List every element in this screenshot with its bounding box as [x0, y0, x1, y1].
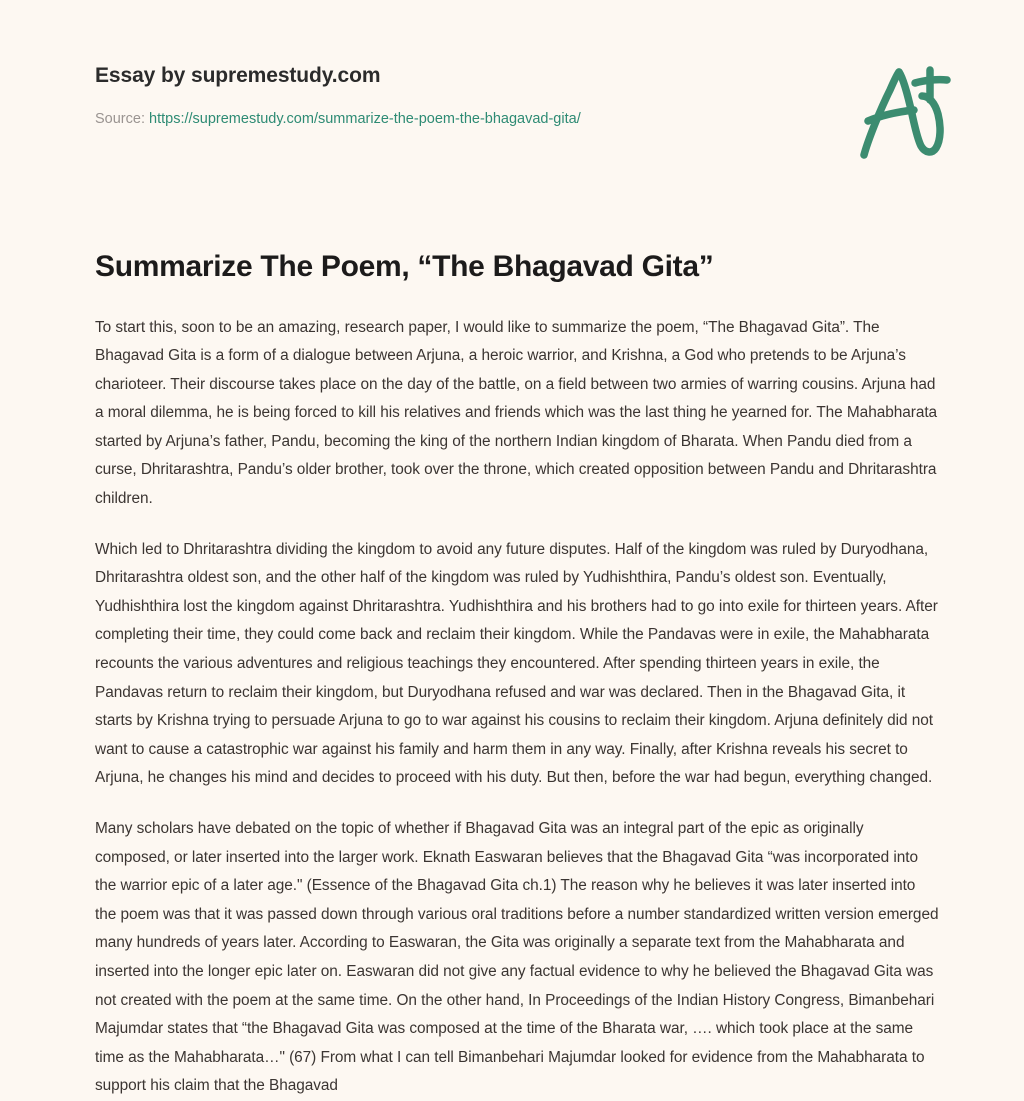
byline: Essay by supremestudy.com: [95, 64, 381, 87]
source-label: Source:: [95, 111, 145, 128]
paragraph: To start this, soon to be an amazing, research paper, I would like to summarize the poem, “The Bhagavad Gita”. The Bhagavad Gita is a form of a dialogue between Arjuna, a heroic warrior, and Krishna, a God who pretends to be Arjuna’s charioteer. Their discourse takes place on the day of the battle, on a field between two armies of warring cousins. Arjuna had a moral dilemma, he is being forced to kill his relatives and friends which was the last thing he yearned for. The Mahabharata started by Arjuna’s father, Pandu, becoming the king of the northern Indian kingdom of Bharata. When Pandu died from a curse, Dhritarashtra, Pandu’s older brother, took over the throne, which created opposition between Pandu and Dhritarashtra children.: [95, 318, 938, 508]
article-body: [0, 286, 1024, 1101]
a-plus-logo[interactable]: [846, 52, 966, 167]
source-line: [95, 110, 944, 129]
paragraph: Which led to Dhritarashtra dividing the kingdom to avoid any future disputes. Half of the kingdom was ruled by Duryodhana, Dhritarashtra oldest son, and the other half of the kingdom was ruled by Yudhishthira, Pandu’s oldest son. Eventually, Yudhishthira lost the kingdom against Dhritarashtra. Yudhishthira and his brothers had to go into exile for thirteen years. After completing their time, they could come back and reclaim their kingdom. While the Pandavas were in exile, the Mahabharata recounts the various adventures and religious teachings they encountered. After spending thirteen years in exile, the Pandavas return to reclaim their kingdom, but Duryodhana refused and war was declared. Then in the Bhagavad Gita, it starts by Krishna trying to persuade Arjuna to go to war against his cousins to reclaim their kingdom. Arjuna definitely did not want to cause a catastrophic war against his family and harm them in any way. Finally, after Krishna reveals his secret to Arjuna, he changes his mind and decides to proceed with his duty. But then, before the war had begun, everything changed.: [95, 540, 938, 787]
page-title: Summarize The Poem, “The Bhagavad Gita”: [95, 250, 714, 283]
source-url-link[interactable]: https://supremestudy.com/summarize-the-poem-the-bhagavad-gita/: [149, 111, 581, 128]
paragraph: Many scholars have debated on the topic of whether if Bhagavad Gita was an integral part of the epic as originally composed, or later inserted into the larger work. Eknath Easwaran believes that the Bhagavad Gita “was incorporated into the warrior epic of a later age." (Essence of the Bhagavad Gita ch.1) The reason why he believes it was later inserted into the poem was that it was passed down through various oral traditions before a number standardized written version emerged many hundreds of years later. According to Easwaran, the Gita was originally a separate text from the Mahabharata and inserted into the longer epic later on. Easwaran did not give any factual evidence to why he believed the Bhagavad Gita was not created with the poem at the same time. On the other hand, In Proceedings of the Indian History Congress, Bimanbehari Majumdar states that “the Bhagavad Gita was composed at the time of the Bharata war, …. which took place at the same time as the Mahabharata…" (67) From what I can tell Bimanbehari Majumdar looked for evidence from the Mahabharata to support his claim that the Bhagavad: [95, 820, 939, 1095]
page-header: [0, 0, 1024, 200]
